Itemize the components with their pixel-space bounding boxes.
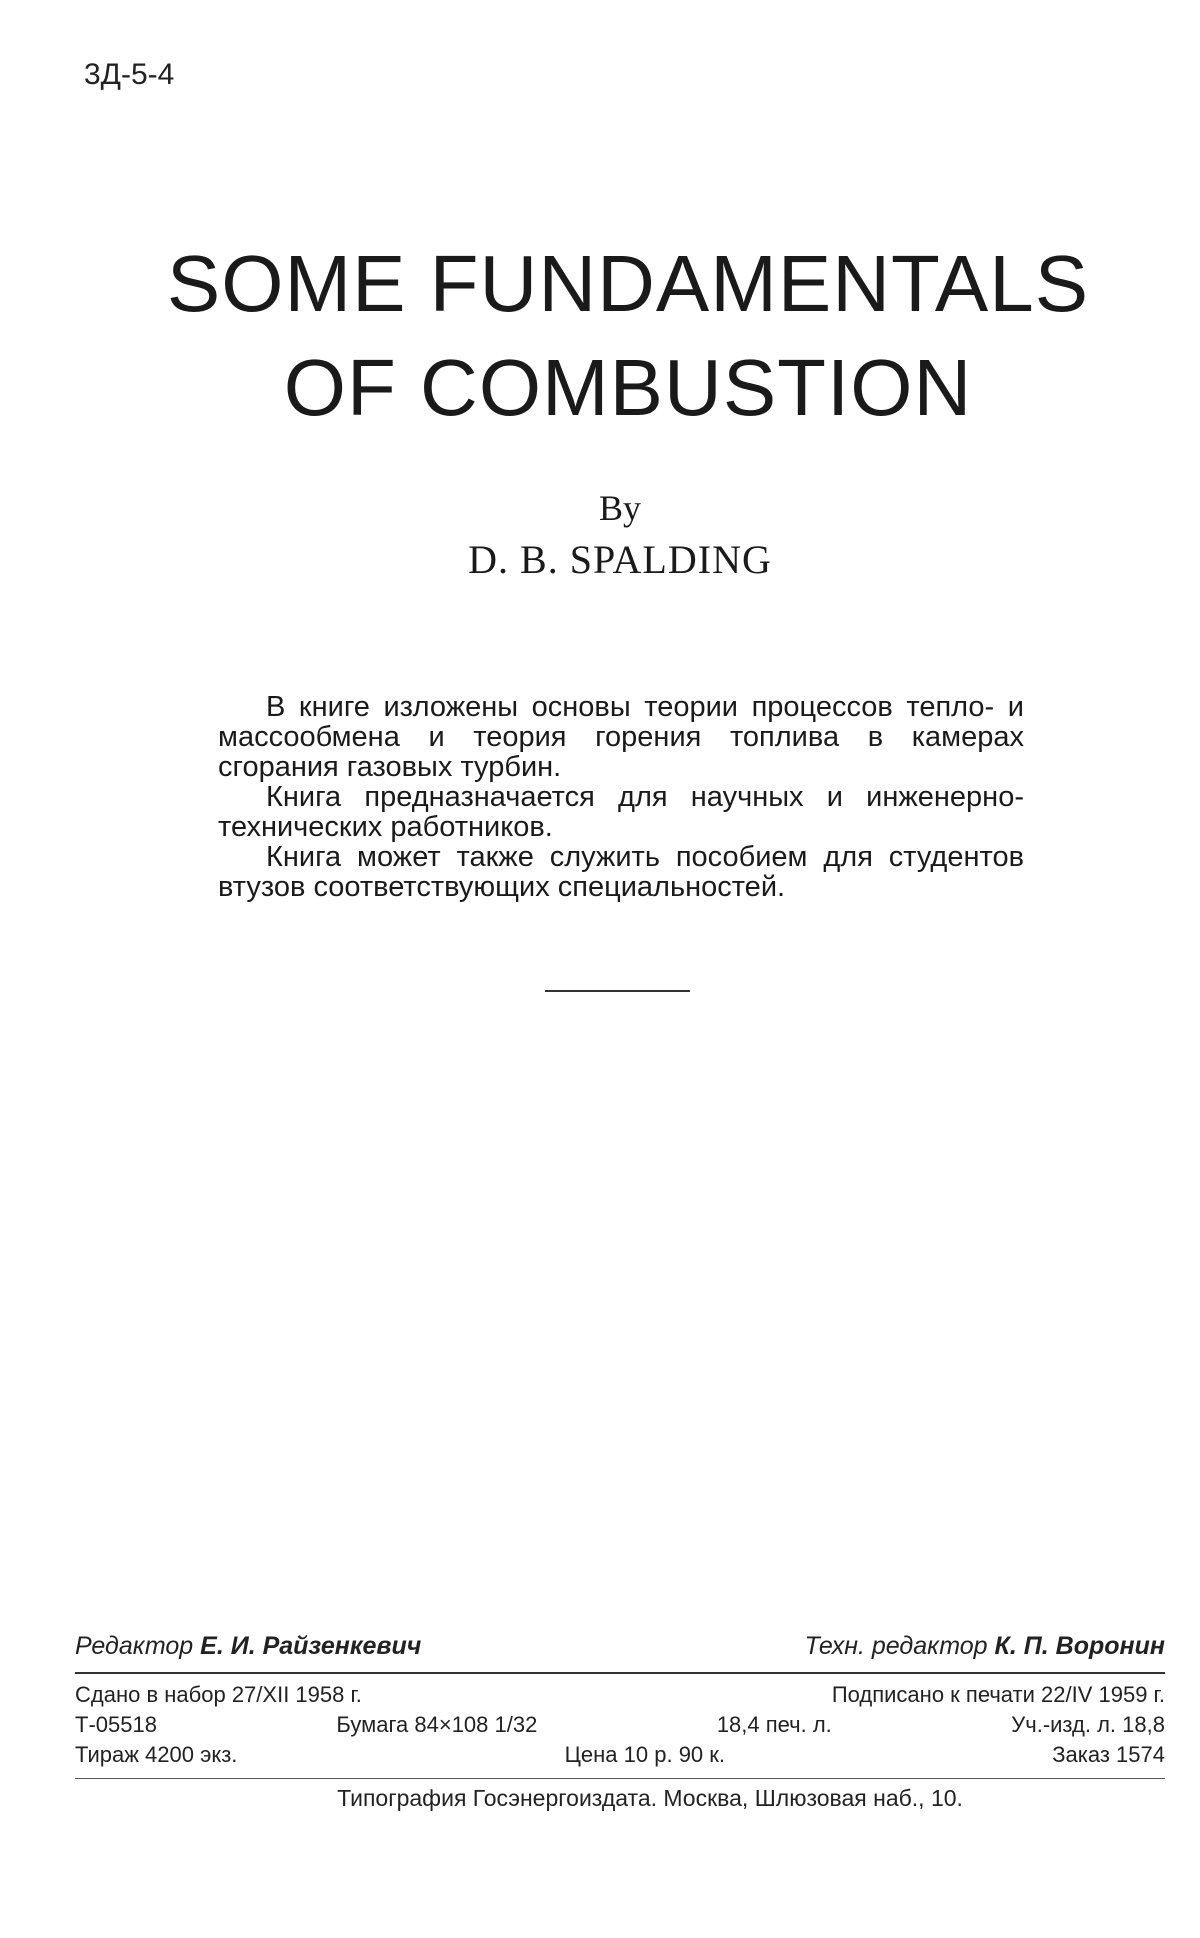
imprint-rule-bottom [75,1778,1165,1779]
imprint-row-dates [75,1682,1165,1712]
title-line-2: OF COMBUSTION [283,343,973,432]
publication-code: Т-05518 [75,1712,157,1737]
imprint-block [75,1632,1165,1812]
editor-label: Редактор [75,1632,194,1660]
order-number: Заказ 1574 [1052,1742,1165,1767]
print-run: Тираж 4200 экз. [75,1742,238,1767]
signed-date: Подписано к печати 22/IV 1959 г. [831,1682,1165,1707]
author-name: D. B. SPALDING [468,537,772,582]
annotation-paragraph: В книге изложены основы теории процессов тепло- и массообмена и теория горения топлива в камерах сгорания газовых турбин. [218,691,1024,783]
annotation-paragraph: Книга может также служить пособием для студентов втузов соответствующих специальностей. [218,841,1024,903]
by-label: By [598,488,641,528]
printed-sheets: 18,4 печ. л. [716,1712,832,1737]
title-line-1: SOME FUNDAMENTALS [166,239,1090,328]
publisher-sheets: Уч.-изд. л. 18,8 [1011,1712,1165,1737]
editors-row [75,1632,1165,1668]
editor-credit [75,1632,421,1661]
imprint-row-specs [75,1712,1165,1742]
imprint-rule-top [75,1672,1165,1674]
tech-editor-credit [804,1632,1165,1661]
price: Цена 10 р. 90 к. [564,1742,726,1767]
printer-info: Типография Госэнергоиздата. Москва, Шлюзовая наб., 10. [337,1785,963,1811]
divider [545,990,690,992]
tech-editor-label: Техн. редактор [804,1632,988,1660]
annotation [218,692,1024,902]
editor-name: Е. И. Райзенкевич [200,1632,422,1660]
annotation-paragraph: Книга предназначается для научных и инженерно-технических работников. [218,781,1024,843]
catalog-code: 3Д-5-4 [84,58,175,91]
paper-format: Бумага 84×108 1/32 [336,1712,538,1737]
submitted-date: Сдано в набор 27/XII 1958 г. [75,1682,362,1707]
imprint-row-run [75,1742,1165,1772]
tech-editor-name: К. П. Воронин [994,1632,1165,1660]
book-title [0,232,1200,440]
